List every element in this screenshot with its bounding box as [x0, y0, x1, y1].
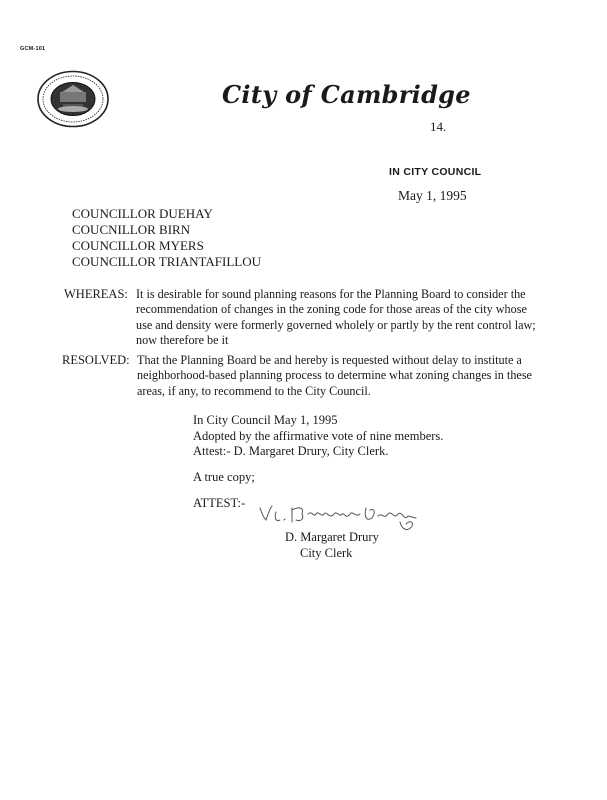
true-copy-text: A true copy; [193, 470, 255, 484]
resolved-label: RESOLVED: [62, 353, 130, 367]
meeting-date: May 1, 1995 [398, 188, 467, 203]
sponsor-line: COUNCILLOR DUEHAY [72, 206, 213, 221]
whereas-label: WHEREAS: [64, 287, 128, 301]
sponsor-line: COUNCILLOR MYERS [72, 238, 204, 253]
whereas-text: It is desirable for sound planning reasons for the Planning Board to consider the recommendation of changes in the zoning code for those areas of the city whose use and density were formerly governed wholely or partly by the rent control law; now therefore be it [136, 287, 536, 348]
adoption-line: Adopted by the affirmative vote of nine members. [193, 429, 444, 443]
signer-title: City Clerk [300, 546, 353, 560]
resolved-text: That the Planning Board be and hereby is requested without delay to institute a neighborhood-based planning process to determine what zoning changes in these areas, if any, to recommend to the City Council. [137, 353, 532, 398]
form-code: GCM-101 [20, 46, 46, 52]
item-number: 14. [430, 119, 447, 134]
adoption-line: In City Council May 1, 1995 [193, 413, 338, 427]
council-heading: IN CITY COUNCIL [389, 166, 482, 178]
city-seal-icon [36, 70, 110, 128]
adoption-line: Attest:- D. Margaret Drury, City Clerk. [193, 444, 389, 458]
page-title: City of Cambridge [222, 80, 471, 109]
attest-label: ATTEST:- [193, 496, 246, 510]
sponsor-line: COUNCILLOR TRIANTAFILLOU [72, 254, 262, 269]
sponsor-line: COUCNILLOR BIRN [72, 222, 191, 237]
signer-name: D. Margaret Drury [285, 530, 379, 544]
